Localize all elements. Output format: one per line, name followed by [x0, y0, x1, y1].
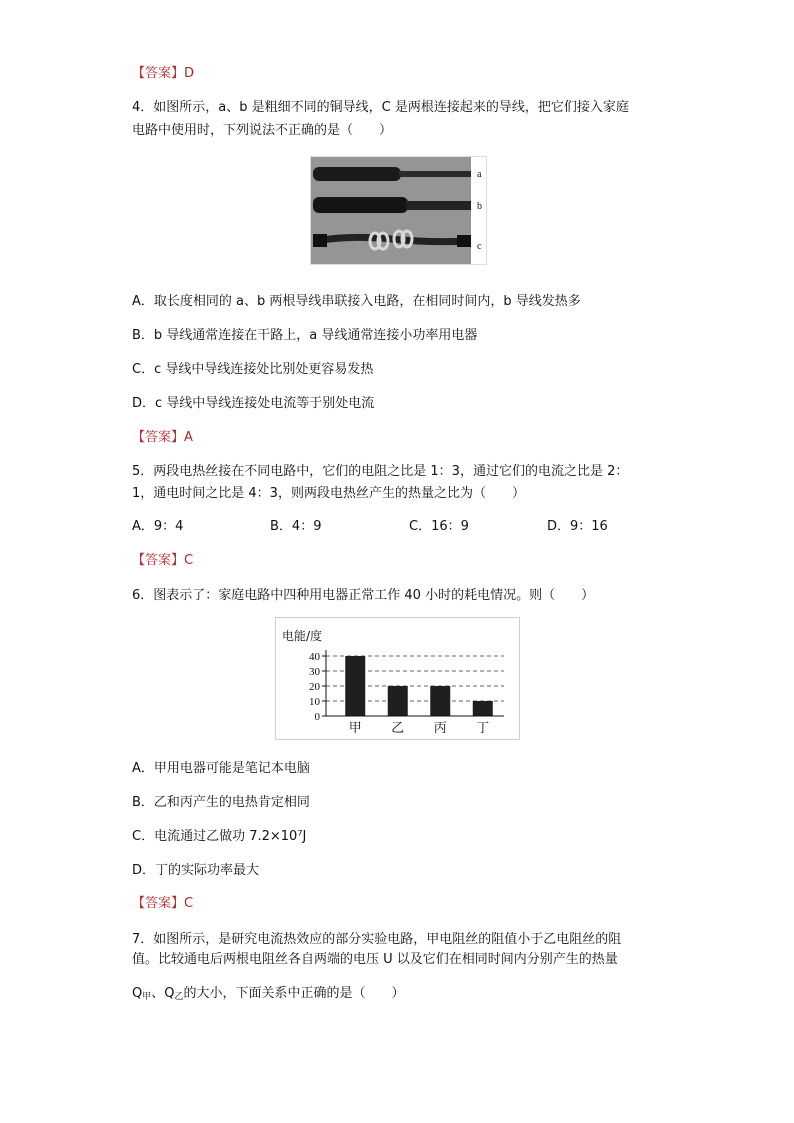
q4-option-d: D．c 导线中导线连接处电流等于别处电流	[132, 396, 375, 411]
x-tick-label: 乙	[391, 721, 405, 736]
answer-value: C	[184, 896, 194, 911]
x-tick-label: 丁	[476, 721, 490, 736]
q7-q-symbol: Q	[132, 986, 143, 1001]
answer-q4	[132, 426, 193, 445]
q6-option-d: D．丁的实际功率最大	[132, 863, 260, 878]
q4-option-b: B．b 导线通常连接在干路上，a 导线通常连接小功率用电器	[132, 328, 478, 343]
q7-sub-yi: 乙	[174, 992, 184, 1002]
photo-label-b: b	[477, 201, 482, 212]
bar-1	[345, 656, 365, 716]
answer-q6	[132, 892, 193, 911]
y-tick-label: 0	[314, 711, 320, 723]
q5-stem-line2: 1，通电时间之比是 4：3，则两段电热丝产生的热量之比为（ ）	[132, 486, 525, 501]
q5-option-a: A．9：4	[132, 519, 184, 534]
bar-4	[473, 701, 493, 716]
chart-ylabel: 电能/度	[282, 629, 323, 643]
q7-sub-jia: 甲	[142, 992, 152, 1002]
answer-q3	[132, 62, 194, 81]
y-tick-label: 30	[309, 666, 320, 678]
answer-tag: 【答案】	[132, 553, 185, 568]
answer-q5	[132, 549, 193, 568]
q4-stem-line2: 电路中使用时，下列说法不正确的是（ ）	[132, 123, 393, 138]
photo-label-c: c	[477, 241, 482, 252]
q6-option-b: B．乙和丙产生的电热肯定相同	[132, 795, 310, 810]
q5-option-c: C．16：9	[409, 519, 469, 534]
answer-tag: 【答案】	[132, 66, 185, 81]
bar-2	[388, 686, 408, 716]
q6-option-c: C．电流通过乙做功 7.2×10⁷J	[132, 829, 307, 844]
answer-value: A	[184, 430, 193, 445]
photo-label-a: a	[477, 169, 482, 180]
answer-value: C	[184, 553, 194, 568]
bar-3	[430, 686, 450, 716]
q6-stem-line1: 6．图表示了：家庭电路中四种用电器正常工作 40 小时的耗电情况。则（ ）	[132, 588, 595, 603]
answer-tag: 【答案】	[132, 896, 185, 911]
q5-option-b: B．4：9	[270, 519, 322, 534]
energy-bar-chart	[275, 617, 520, 740]
q7-stem-line3	[132, 982, 405, 1002]
q4-option-a: A．取长度相同的 a、b 两根导线串联接入电路，在相同时间内，b 导线发热多	[132, 294, 581, 309]
y-tick-label: 20	[309, 681, 320, 693]
chart-svg	[276, 618, 519, 739]
q4-option-c: C．c 导线中导线连接处比别处更容易发热	[132, 362, 374, 377]
q7-stem-end: 的大小，下面关系中正确的是（ ）	[183, 986, 405, 1001]
q6-option-a: A．甲用电器可能是笔记本电脑	[132, 761, 310, 776]
answer-value: D	[184, 66, 195, 81]
q7-stem-line2: 值。比较通电后两根电阻丝各自两端的电压 U 以及它们在相同时间内分别产生的热量	[132, 952, 618, 967]
q4-stem-line1: 4．如图所示，a、b 是粗细不同的铜导线，C 是两根连接起来的导线，把它们接入家庭	[132, 100, 629, 115]
q5-option-d: D．9：16	[547, 519, 608, 534]
wire-photo	[310, 156, 487, 265]
q7-q-separator: 、Q	[151, 986, 175, 1001]
y-tick-label: 40	[309, 651, 320, 663]
y-tick-label: 10	[309, 696, 320, 708]
answer-tag: 【答案】	[132, 430, 185, 445]
q7-stem-line1: 7．如图所示，是研究电流热效应的部分实验电路，甲电阻丝的阻值小于乙电阻丝的阻	[132, 932, 622, 947]
x-tick-label: 丙	[433, 721, 447, 736]
x-tick-label: 甲	[348, 721, 362, 736]
q5-stem-line1: 5．两段电热丝接在不同电路中，它们的电阻之比是 1：3，通过它们的电流之比是 2：	[132, 464, 629, 479]
